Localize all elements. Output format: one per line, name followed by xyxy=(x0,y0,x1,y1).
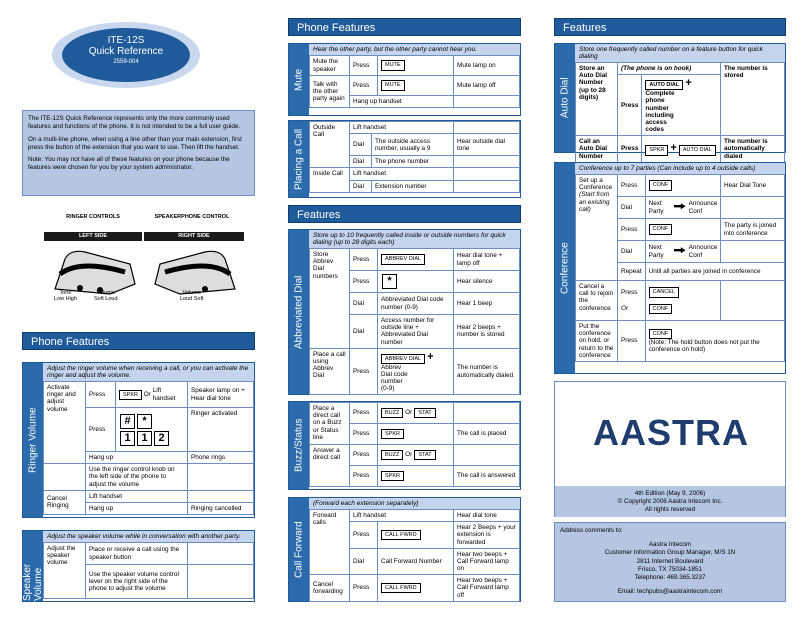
buzz-key-2[interactable]: BUZZ xyxy=(381,450,403,460)
conf-or-label: Or xyxy=(621,304,629,312)
mute-lamp-off: Mute lamp off xyxy=(454,76,520,96)
left-side-label: LEFT SIDE xyxy=(78,233,108,239)
buzz-press3-label: Press xyxy=(350,445,378,466)
title-line1: ITE-12S xyxy=(107,35,145,46)
ringer-note: Adjust the ringer volume when receiving a call, or you can activate the ringer and adjust the volume. xyxy=(43,363,254,381)
mute-speaker-label: Mute the speaker xyxy=(310,56,350,76)
placing-table xyxy=(309,121,520,193)
conf-res1: Hear Dial Tone xyxy=(721,175,785,197)
fwd-lift-label: Lift handset xyxy=(350,510,454,522)
place-abbrev-label: Place a call using Abbrev Dial xyxy=(310,348,350,395)
conf-next-cell xyxy=(645,197,720,219)
conf-press3-label: Press xyxy=(621,289,638,297)
mute-key-cell xyxy=(378,56,454,76)
empty-cell-2 xyxy=(188,464,254,491)
star-key[interactable]: * xyxy=(137,414,152,429)
conf-key-cell xyxy=(645,175,720,197)
empty-cell-7 xyxy=(454,122,520,134)
intro-panel xyxy=(22,110,255,196)
auto-note: Store one frequently called number on a feature button for quick dialing xyxy=(575,44,785,62)
phone-number-label: The phone number xyxy=(372,156,454,168)
fwd-res1: Hear dial tone xyxy=(454,510,520,522)
abbrev-star-key[interactable]: * xyxy=(382,274,397,289)
title-code: 2559-004 xyxy=(113,59,139,65)
conf-table xyxy=(575,174,785,362)
conf-key-3[interactable]: CONF xyxy=(649,304,673,314)
store-abbrev-label: Store Abbrev Dial numbers xyxy=(310,249,350,349)
buzz-table xyxy=(309,402,520,487)
abbrev-note: Store up to 10 frequently called inside or outside numbers for quick dialing (up to 28 digits each) xyxy=(309,230,520,248)
inside-dial-label: Dial xyxy=(350,180,372,192)
abbrev-press-label: Press xyxy=(350,249,378,271)
intro-p3: Note: You may not have all of these features on your phone because the features were chosen for you by your system administrator. xyxy=(28,156,230,172)
buzz-press-label: Press xyxy=(350,403,378,424)
hash-key[interactable]: # xyxy=(120,414,135,429)
cancel-key[interactable]: CANCEL xyxy=(649,287,679,297)
tone-label xyxy=(54,290,77,302)
conf-press2-label: Press xyxy=(618,219,646,241)
conf-key[interactable]: CONF xyxy=(649,180,673,190)
fwd-res2: Hear 2 Beeps + your extension is forwarded xyxy=(454,522,520,549)
buzz-spkr-cell xyxy=(378,424,454,445)
empty-cell-6 xyxy=(454,96,520,108)
conf-hold-cell xyxy=(645,321,784,362)
address-l2: Customer Information Group Manager, M/S 1N xyxy=(604,549,736,557)
buzz-keys-cell xyxy=(378,403,454,424)
ringer-volume-section xyxy=(22,362,255,518)
fwd-key-cell xyxy=(378,522,454,549)
auto-store-cell xyxy=(642,75,721,136)
lift-label: Lift handset xyxy=(152,387,176,402)
abbrev-dial-key[interactable]: ABBREV DIAL xyxy=(381,254,425,264)
auto-res1: The number is stored xyxy=(721,63,785,136)
address-label: Address comments to: xyxy=(560,527,623,534)
fwd-cancel-label: Cancel forwarding xyxy=(310,575,350,602)
address-panel xyxy=(554,522,786,602)
hangup2-label: Hang up xyxy=(86,502,188,514)
abbrev-press2-label: Press xyxy=(350,271,378,293)
aastra-logo-text: AASTRA xyxy=(593,412,749,452)
controls-diagram xyxy=(40,214,245,314)
auto-onhook: (The phone is on hook) xyxy=(618,63,721,75)
abbrev-place-cell xyxy=(378,348,454,395)
call-fwrd-key-2[interactable]: CALL FWRD xyxy=(381,583,421,593)
conf-press3-cell xyxy=(618,281,646,321)
hangup-handset: Hang up handset xyxy=(350,96,454,108)
mute-table xyxy=(309,55,520,108)
key-1b[interactable]: 1 xyxy=(137,431,152,446)
ringer-table xyxy=(43,381,254,515)
abbrev-table xyxy=(309,248,520,395)
inside-call-label: Inside Call xyxy=(310,168,350,192)
rights-text: All rights reserved xyxy=(644,506,696,514)
fwd-press-label: Press xyxy=(350,522,378,549)
mute-key-2[interactable]: MUTE xyxy=(381,80,405,90)
abbrev-dial-side: Abbreviated Dial xyxy=(289,230,309,394)
aastra-panel xyxy=(554,381,786,517)
spkr-or-lift xyxy=(116,382,188,408)
lift2-label: Lift handset xyxy=(86,490,188,502)
speaker-volume-section xyxy=(22,530,255,602)
auto-spkr-key[interactable]: SPKR xyxy=(645,145,668,155)
fwd-table xyxy=(309,509,520,602)
abbrev-res5: The number is automatically dialed xyxy=(454,348,520,395)
volume1-text: Volume xyxy=(96,290,115,296)
address-l1: Aastra Intecom xyxy=(648,541,692,549)
abbrev-press3-label: Press xyxy=(350,348,378,395)
auto-dial-section xyxy=(554,43,786,160)
fwd-res4: Hear two beeps + Call Forward lamp off xyxy=(454,575,520,602)
empty-cell-13 xyxy=(721,197,785,219)
auto-table xyxy=(575,62,785,163)
fwd-dial-label: Dial xyxy=(350,548,378,575)
speaker-controls-label: SPEAKERPHONE CONTROL xyxy=(154,214,230,220)
volume1-range: Soft Loud xyxy=(94,296,118,302)
fwd-res3: Hear two beeps + Call Forward lamp on xyxy=(454,548,520,575)
right-side-label: RIGHT SIDE xyxy=(178,233,210,239)
buzz-place-label: Place a direct call on a Buzz or Status line xyxy=(310,403,350,445)
conf-announce2: Announce Conf xyxy=(688,244,718,259)
buzz-keys2-cell xyxy=(378,445,454,466)
abbrev-dial-section xyxy=(288,229,521,395)
tone-text: Tone xyxy=(59,290,72,296)
auto-dial-key[interactable]: AUTO DIAL xyxy=(645,80,683,90)
conf-res2: The party is joined into conference xyxy=(721,219,785,241)
conf-press-label: Press xyxy=(618,175,646,197)
key-sequence xyxy=(116,408,188,452)
empty-cell-4 xyxy=(188,543,254,565)
address-l5: Telephone: 469.365.3237 xyxy=(634,573,706,581)
call-fwrd-key[interactable]: CALL FWRD xyxy=(381,530,421,540)
fwd-calls-label: Forward calls xyxy=(310,510,350,575)
conf-cancel-label: Cancel a call to rejoin the conference xyxy=(576,281,618,321)
intro-p1: The ITE-12S Quick Reference represents only the more commonly used features and functions of the phone. It is not intended to be a full user guide. xyxy=(28,115,241,130)
use-knob-label: Use the ringer control knob on the left side of the phone to adjust the volume xyxy=(86,464,188,491)
intro-p2: On a multi-line phone, when using a line other than your main extension, first press the button of the extension that you want to use. Then lift the handset. xyxy=(28,135,242,151)
empty-cell-10 xyxy=(454,180,520,192)
mute-key2-cell xyxy=(378,76,454,96)
conference-side: Conference xyxy=(555,163,575,373)
abbrev-code-number: Abbrev Dial code number (0-9) xyxy=(381,363,408,393)
address-email[interactable]: Email: techpubs@aastraintecom.com xyxy=(617,588,723,596)
fwd-note: (Forward each extension separately) xyxy=(309,498,520,509)
abbrev-key-cell xyxy=(378,249,454,271)
conf-until-label: Until all parties are joined in conference xyxy=(645,263,784,281)
abbrev-res2: Hear silence xyxy=(454,271,520,293)
fwd-number-label: Call Forward Number xyxy=(378,548,454,575)
mute-key[interactable]: MUTE xyxy=(381,60,405,70)
empty-cell-12 xyxy=(454,445,520,466)
placing-call-side: Placing a Call xyxy=(289,121,309,197)
conf-next2-label: Next Party xyxy=(648,244,664,259)
buzz-press4-label: Press xyxy=(350,466,378,487)
empty-cell-14 xyxy=(721,241,785,263)
auto-press-label: Press xyxy=(618,75,642,136)
conf-announce: Announce Conf xyxy=(688,200,718,215)
empty-cell-15 xyxy=(721,281,785,321)
edition-text: 4th Edition (May 9, 2006) xyxy=(634,490,706,497)
buzz-key[interactable]: BUZZ xyxy=(381,408,403,418)
speaker-lamp-result: Speaker lamp on + Hear dial tone xyxy=(188,382,254,408)
buzz-press2-label: Press xyxy=(350,424,378,445)
place-call-label: Place or receive a call using the speaker button xyxy=(86,543,188,565)
conf-dial2-label: Dial xyxy=(618,241,646,263)
aastra-logo xyxy=(583,412,759,452)
talk-again-label: Talk with the other party again xyxy=(310,76,350,108)
stat-key-2[interactable]: STAT xyxy=(414,450,436,460)
buzz-status-section xyxy=(288,401,521,490)
auto-store-label: Store an Auto Dial Number (up to 28 digits) xyxy=(576,63,618,136)
arrow-icon xyxy=(674,203,686,209)
abbrev-code-label: Abbreviated Dial code number (0-9) xyxy=(378,293,454,315)
copyright-text: © Copyright 2006 Aastra Intecom Inc. xyxy=(617,498,723,506)
stat-key[interactable]: STAT xyxy=(414,408,436,418)
features-mid-header: Features xyxy=(288,205,521,223)
mute-section xyxy=(288,43,521,116)
plus-icon: + xyxy=(427,350,434,363)
empty-cell-5 xyxy=(188,565,254,599)
conference-section xyxy=(554,162,786,374)
or-label: Or xyxy=(143,391,151,399)
buzz-answer-label: Answer a direct call xyxy=(310,445,350,487)
features-right-header: Features xyxy=(554,18,786,36)
outside-dial-tone: Hear outside dial tone xyxy=(454,134,520,156)
conf-next-label: Next Party xyxy=(648,200,664,215)
abbrev-res4: Hear 2 beeps + number is stored xyxy=(454,315,520,349)
buzz-res1: The call is placed xyxy=(454,424,520,445)
mute-press-label: Press xyxy=(350,56,378,76)
auto-dial-key-2[interactable]: AUTO DIAL xyxy=(679,145,716,155)
abbrev-dial-label: Dial xyxy=(350,293,378,315)
plus-icon-2: + xyxy=(685,77,692,90)
key-2[interactable]: 2 xyxy=(154,431,169,446)
auto-press2-label: Press xyxy=(618,136,642,163)
empty-cell-9 xyxy=(454,168,520,180)
phone-features-left-header: Phone Features xyxy=(22,332,255,350)
ringer-volume-side: Ringer Volume xyxy=(23,363,43,517)
title-line2: Quick Reference xyxy=(88,46,164,57)
abbrev-access-label: Access number for outside line + Abbreviated Dial number xyxy=(378,315,454,349)
auto-res2: The number is automatically dialed xyxy=(721,136,785,163)
buzz-or-2: Or xyxy=(405,450,413,458)
plus-icon-3: + xyxy=(670,142,677,155)
ringer-controls-label: RINGER CONTROLS xyxy=(66,214,120,220)
abbrev-res1: Hear dial tone + lamp off xyxy=(454,249,520,271)
abbrev-star-cell xyxy=(378,271,454,293)
conf-hold-note: (Note: The hold button does not put the conference on hold) xyxy=(648,338,760,353)
spkr-key[interactable]: SPKR xyxy=(119,390,142,400)
access-number-label: The outside access number, usually a 9 xyxy=(372,134,454,156)
conf-next2-cell xyxy=(645,241,720,263)
address-l3: 2811 Internet Boulevard xyxy=(636,557,704,565)
press-label: Press xyxy=(86,382,116,408)
placing-call-section xyxy=(288,120,521,198)
address-l4: Frisco, TX 75034-1851 xyxy=(638,565,702,573)
mute-note: Hear the other party, but the other party cannot hear you. xyxy=(309,44,520,55)
call-forward-section xyxy=(288,497,521,602)
outside-call-label: Outside Call xyxy=(310,122,350,168)
edition-block xyxy=(555,486,785,517)
empty-cell-8 xyxy=(454,156,520,168)
conf-key2-cell xyxy=(645,219,720,241)
empty-cell-11 xyxy=(454,403,520,424)
hangup-label: Hang up xyxy=(86,452,188,464)
conf-cancel-cell xyxy=(645,281,720,321)
activate-label: Activate ringer and adjust volume xyxy=(44,382,86,464)
speaker-note: Adjust the speaker volume while in conversation with another party. xyxy=(43,531,254,542)
volume2-text: Volume xyxy=(182,290,201,296)
call-forward-side: Call Forward xyxy=(289,498,309,601)
title-oval-inner xyxy=(62,28,190,82)
volume1-label xyxy=(94,290,118,302)
use-lever-label: Use the speaker volume control lever on the right side of the phone to adjust the volume xyxy=(86,565,188,599)
press2-label: Press xyxy=(86,408,116,452)
mute-press2-label: Press xyxy=(350,76,378,96)
conf-setup-cell xyxy=(576,175,618,281)
conf-key-4[interactable]: CONF xyxy=(649,329,673,339)
inside-lift-label: Lift handset xyxy=(350,168,454,180)
mute-side: Mute xyxy=(289,44,309,115)
empty-cell xyxy=(44,464,86,491)
phone-rings-result: Phone rings xyxy=(188,452,254,464)
auto-dial-side: Auto Dial xyxy=(555,44,575,152)
ringing-cancelled-result: Ringing cancelled xyxy=(188,502,254,514)
volume2-range: Loud Soft xyxy=(180,296,204,302)
adjust-speaker-label: Adjust the speaker volume xyxy=(44,543,86,599)
buzz-spkr2-cell xyxy=(378,466,454,487)
conf-note: Conference up to 7 parties (Can include up to 4 outside calls) xyxy=(575,163,785,174)
auto-call-cell xyxy=(642,136,721,163)
abbrev-dial2-label: Dial xyxy=(350,315,378,349)
outside-dial2-label: Dial xyxy=(350,156,372,168)
buzz-res2: The call is answered xyxy=(454,466,520,487)
outside-lift-label: Lift handset xyxy=(350,122,454,134)
speaker-table xyxy=(43,542,254,599)
abbrev-res3: Hear 1 beep xyxy=(454,293,520,315)
key-1a[interactable]: 1 xyxy=(120,431,135,446)
phone-features-mid-header: Phone Features xyxy=(288,18,521,36)
ringer-activated-result: Ringer activated xyxy=(188,408,254,452)
fwd-press2-label: Press xyxy=(350,575,378,602)
conf-setup-label: Set up a Conference xyxy=(579,177,613,192)
outside-dial-label: Dial xyxy=(350,134,372,156)
abbrev-dial-key-2[interactable]: ABBREV DIAL xyxy=(381,354,425,364)
buzz-spkr-key[interactable]: SPKR xyxy=(381,429,404,439)
buzz-status-side: Buzz/Status xyxy=(289,402,309,489)
empty-cell-3 xyxy=(188,490,254,502)
conf-put-label: Put the conference on hold, or return to the conference xyxy=(576,321,618,362)
auto-call-label: Call an Auto Dial Number xyxy=(576,136,618,163)
buzz-or: Or xyxy=(405,408,413,416)
volume2-label xyxy=(180,290,204,302)
auto-complete: Complete phone number including access codes xyxy=(645,90,675,134)
arrow-icon-2 xyxy=(674,247,686,253)
buzz-spkr-key-2[interactable]: SPKR xyxy=(381,471,404,481)
conf-key-2[interactable]: CONF xyxy=(649,224,673,234)
conf-repeat-label: Repeat xyxy=(618,263,646,281)
cancel-ringing-label: Cancel Ringing xyxy=(44,490,86,514)
fwd-key2-cell xyxy=(378,575,454,602)
conf-dial-label: Dial xyxy=(618,197,646,219)
speaker-volume-side: Speaker Volume xyxy=(23,531,43,601)
extension-number-label: Extension number xyxy=(372,180,454,192)
conf-start-label: (Start from an existing call) xyxy=(579,191,610,213)
tone-range: Low High xyxy=(54,296,77,302)
conf-press4-label: Press xyxy=(618,321,646,362)
mute-lamp-on: Mute lamp on xyxy=(454,56,520,76)
